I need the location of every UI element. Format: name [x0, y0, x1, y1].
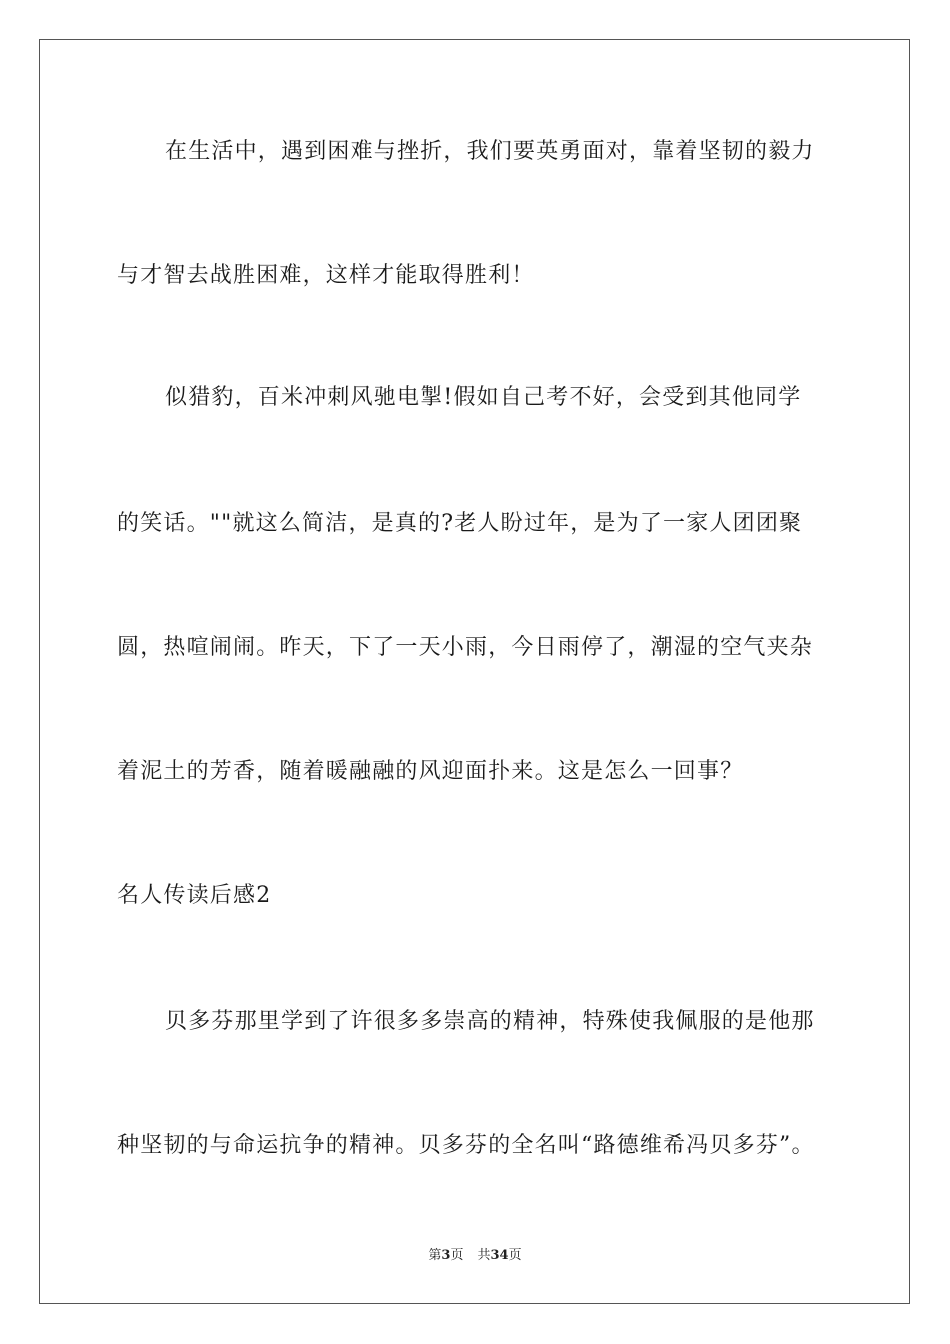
- section-heading: 名人传读后感2: [117, 883, 272, 908]
- paragraph-3-line-2: 种坚韧的与命运抗争的精神。贝多芬的全名叫“路德维希冯贝多芬”。: [117, 1133, 815, 1158]
- footer-total-pages: 34: [490, 1248, 509, 1263]
- paragraph-1-line-1: 在生活中，遇到困难与挫折，我们要英勇面对，靠着坚韧的毅力: [165, 139, 815, 164]
- paragraph-1-line-2: 与才智去战胜困难，这样才能取得胜利！: [117, 263, 535, 288]
- footer-page-number: 3: [441, 1248, 451, 1263]
- page-footer: [0, 1247, 950, 1265]
- paragraph-2-line-3: 圆，热喧闹闹。昨天，下了一天小雨，今日雨停了，潮湿的空气夹杂: [117, 635, 814, 660]
- page-border: [39, 39, 910, 1304]
- paragraph-2-line-4: 着泥土的芳香，随着暖融融的风迎面扑来。这是怎么一回事？: [117, 759, 744, 784]
- footer-page-suffix: 页: [450, 1248, 464, 1263]
- footer-total-prefix: 共: [477, 1248, 491, 1263]
- footer-prefix: 第: [428, 1248, 442, 1263]
- paragraph-2-line-2: 的笑话。""就这么简洁，是真的?老人盼过年，是为了一家人团团聚: [117, 511, 803, 536]
- footer-total-suffix: 页: [508, 1248, 522, 1263]
- paragraph-2-line-1: 似猎豹，百米冲刺风驰电掣!假如自己考不好，会受到其他同学: [165, 385, 802, 410]
- paragraph-3-line-1: 贝多芬那里学到了许很多多崇高的精神，特殊使我佩服的是他那: [165, 1009, 815, 1034]
